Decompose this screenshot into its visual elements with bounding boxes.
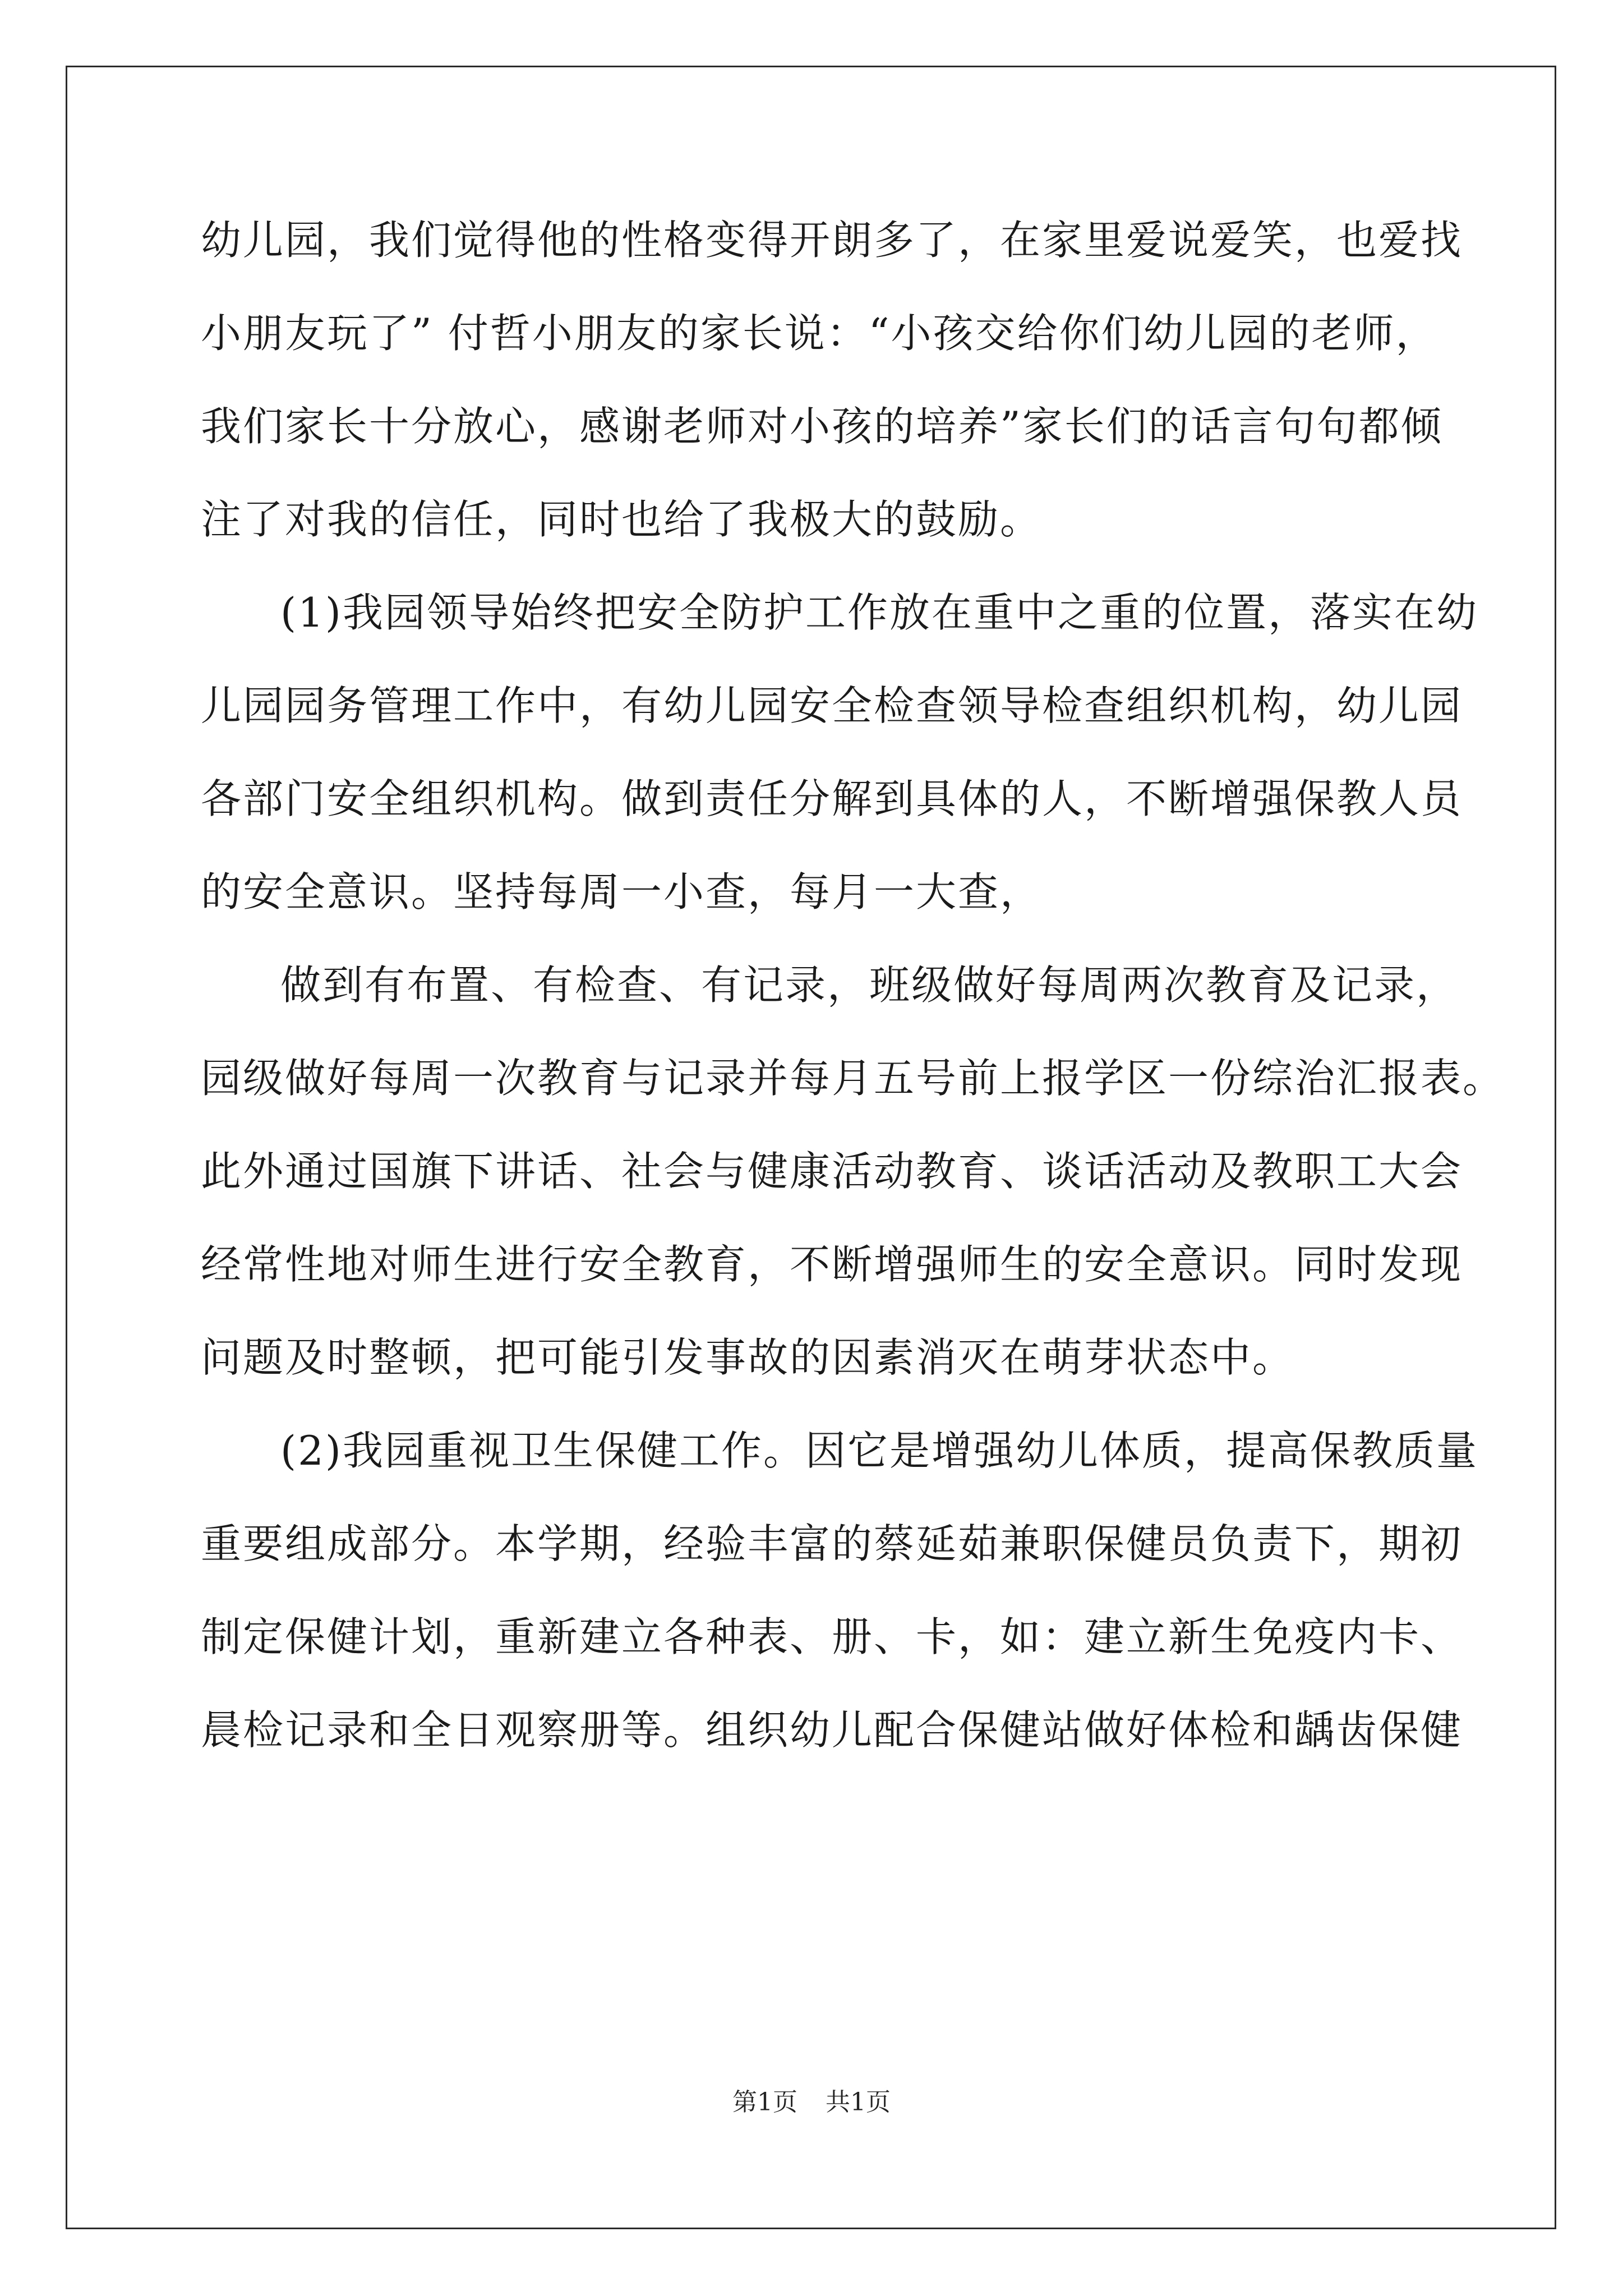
text-line: 晨检记录和全日观察册等。组织幼儿配合保健站做好体检和龋齿保健 — [201, 1706, 1463, 1754]
text-line: 制定保健计划，重新建立各种表、册、卡，如：建立新生免疫内卡、 — [201, 1613, 1463, 1660]
paragraph-start-line: (2)我园重视卫生保健工作。因它是增强幼儿体质，提高保教质量 — [280, 1427, 1478, 1474]
text-line: 注了对我的信任，同时也给了我极大的鼓励。 — [201, 496, 1043, 543]
paragraph-start-line: 做到有布置、有检查、有记录，班级做好每周两次教育及记录， — [280, 961, 1459, 1009]
text-line: 幼儿园，我们觉得他的性格变得开朗多了，在家里爱说爱笑，也爱找 — [201, 217, 1463, 264]
text-line: 园级做好每周一次教育与记录并每月五号前上报学区一份综治汇报表。 — [201, 1055, 1505, 1102]
paragraph-start-line: (1)我园领导始终把安全防护工作放在重中之重的位置，落实在幼 — [280, 589, 1478, 636]
text-line: 儿园园务管理工作中，有幼儿园安全检查领导检查组织机构，幼儿园 — [201, 682, 1463, 729]
text-line: 问题及时整顿，把可能引发事故的因素消灭在萌芽状态中。 — [201, 1334, 1295, 1381]
page-number-current: 第1页 — [732, 2088, 797, 2116]
text-line: 小朋友玩了” 付哲小朋友的家长说：“小孩交给你们幼儿园的老师， — [201, 310, 1438, 357]
text-line: 此外通过国旗下讲话、社会与健康活动教育、谈话活动及教职工大会 — [201, 1148, 1463, 1195]
text-line: 的安全意识。坚持每周一小查，每月一大查， — [201, 868, 1043, 915]
page-footer — [0, 2086, 1623, 2119]
text-line: 我们家长十分放心，感谢老师对小孩的培养”家长们的话言句句都倾 — [201, 403, 1443, 450]
page-number-total: 共1页 — [826, 2088, 891, 2116]
text-line: 经常性地对师生进行安全教育，不断增强师生的安全意识。同时发现 — [201, 1241, 1463, 1288]
text-line: 各部门安全组织机构。做到责任分解到具体的人，不断增强保教人员 — [201, 775, 1463, 822]
text-line: 重要组成部分。本学期，经验丰富的蔡延茹兼职保健员负责下，期初 — [201, 1520, 1463, 1567]
